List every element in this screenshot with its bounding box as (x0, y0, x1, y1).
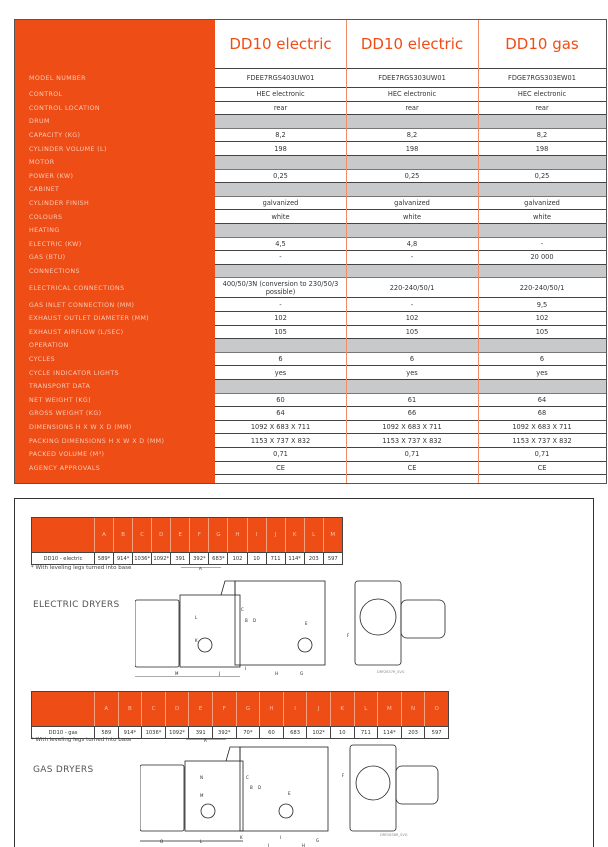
dimension-label: H (275, 671, 279, 676)
spec-row (15, 298, 606, 312)
dimension-label: I (245, 666, 247, 671)
row-value: 0,25 (346, 170, 478, 184)
spec-row (15, 312, 606, 326)
row-value: 105 (215, 326, 346, 340)
row-value: 4,5 (215, 238, 346, 252)
row-value (478, 115, 606, 129)
row-label: GAS INLET CONNECTION (MM) (29, 301, 135, 309)
gas-footnote: * With leveling legs turned into base (31, 737, 132, 743)
row-value (215, 183, 346, 197)
dimension-label: J (268, 843, 270, 847)
row-label: EXHAUST OUTLET DIAMETER (MM) (29, 315, 150, 323)
row-value (346, 156, 478, 170)
electric-vent-shape (298, 638, 312, 652)
electric-rear-shape (235, 581, 325, 665)
dimension-header: K (285, 518, 304, 552)
electric-section-title: ELECTRIC DRYERS (33, 600, 120, 610)
row-value: - (346, 251, 478, 265)
dimension-value: 914* (113, 553, 132, 564)
row-label: DRUM (29, 118, 50, 126)
dimension-value: 203 (304, 553, 323, 564)
row-value: yes (215, 366, 346, 380)
dimension-header: C (132, 518, 151, 552)
row-value (346, 183, 478, 197)
row-value: 9,5 (478, 298, 606, 312)
section-row (15, 224, 606, 238)
dimension-value: 392* (189, 553, 208, 564)
spec-row (15, 251, 606, 265)
row-value: 8,2 (346, 129, 478, 143)
spec-row (15, 278, 606, 298)
row-value: 1092 X 683 X 711 (346, 421, 478, 435)
row-value (346, 115, 478, 129)
row-value: 198 (215, 142, 346, 156)
dimension-value: 711 (354, 727, 378, 738)
dimension-label: E (305, 621, 308, 626)
gas-open-door-shape (396, 766, 438, 804)
row-value: FDEE7RGS303UW01 (346, 69, 478, 88)
spec-row (15, 353, 606, 367)
spec-row (15, 129, 606, 143)
dimension-header (32, 518, 94, 552)
row-value (478, 156, 606, 170)
row-label: CYCLES (29, 356, 56, 364)
dimension-model: DD10 - gas (48, 729, 78, 736)
row-value: 220-240/50/1 (478, 278, 606, 298)
row-value: white (346, 210, 478, 224)
spec-row (15, 407, 606, 421)
dimension-value: 203 (401, 727, 425, 738)
row-value (478, 183, 606, 197)
spec-table (14, 19, 607, 484)
row-value: yes (478, 366, 606, 380)
row-value: - (215, 251, 346, 265)
gas-vent-shape (279, 804, 293, 818)
dimension-value: 1092* (165, 727, 189, 738)
dimension-label: A (204, 739, 207, 743)
row-label: ELECTRIC (KW) (29, 240, 82, 248)
gas-side-shape (185, 761, 243, 831)
row-label: CABINET (29, 186, 60, 194)
row-value: CE (346, 462, 478, 476)
row-value: 4,8 (346, 238, 478, 252)
row-value: 400/50/3N (conversion to 230/50/3 possible) (215, 278, 346, 298)
dimension-label: F (342, 773, 345, 778)
row-label: PACKING DIMENSIONS H X W X D (MM) (29, 437, 165, 445)
dimension-value: 711 (266, 553, 285, 564)
dimension-value: 1036* (132, 553, 151, 564)
row-value: 0,25 (215, 170, 346, 184)
spec-row (15, 210, 606, 224)
row-value (215, 380, 346, 394)
dimension-label: H (302, 843, 306, 847)
dimension-value: 102 (227, 553, 246, 564)
row-value (346, 265, 478, 279)
row-label: POWER (KW) (29, 172, 74, 180)
row-value: white (215, 210, 346, 224)
dimension-label: C (241, 607, 244, 612)
dimension-value: 683 (283, 727, 307, 738)
row-value: 1092 X 683 X 711 (215, 421, 346, 435)
dimension-header: F (189, 518, 208, 552)
dimension-header-row (32, 518, 342, 552)
dimension-value: 914* (118, 727, 142, 738)
row-label: CAPACITY (KG) (29, 132, 81, 140)
dimension-value: 597 (323, 553, 342, 564)
row-value: 61 (346, 394, 478, 408)
section-row (15, 156, 606, 170)
spec-row (15, 394, 606, 408)
gas-control-shape (226, 747, 240, 761)
dimension-value: 391 (188, 727, 212, 738)
spec-row (15, 69, 606, 88)
dimension-header: D (165, 692, 189, 726)
row-label: EXHAUST AIRFLOW (L/SEC) (29, 328, 124, 336)
row-value: 102 (215, 312, 346, 326)
dimension-value: 597 (424, 727, 448, 738)
spec-row (15, 102, 606, 116)
dimension-header: M (377, 692, 401, 726)
spec-row (15, 448, 606, 462)
gas-dimensions-table (31, 691, 449, 739)
column-divider (478, 20, 479, 483)
dimension-label: G (300, 671, 304, 676)
dimension-value: 70* (236, 727, 260, 738)
dimension-label: K (195, 638, 198, 643)
row-label: GROSS WEIGHT (KG) (29, 410, 102, 418)
spec-row (15, 170, 606, 184)
row-label: CONTROL LOCATION (29, 104, 100, 112)
row-label: DIMENSIONS H X W X D (MM) (29, 424, 132, 432)
dimension-label: F (347, 633, 350, 638)
row-value: 220-240/50/1 (346, 278, 478, 298)
row-value: FDEE7RGS403UW01 (215, 69, 346, 88)
dimension-label: L (200, 839, 203, 844)
dimension-label: N (200, 775, 203, 780)
gas-dryer-diagram (140, 739, 460, 847)
row-label: AGENCY APPROVALS (29, 464, 101, 472)
row-value: 0,71 (478, 448, 606, 462)
dimension-header (32, 692, 94, 726)
row-label: CYCLE INDICATOR LIGHTS (29, 369, 119, 377)
row-value (346, 380, 478, 394)
gas-section-title: GAS DRYERS (33, 765, 94, 775)
row-value: HEC electronic (215, 88, 346, 102)
row-value: - (478, 238, 606, 252)
row-value: 1092 X 683 X 711 (478, 421, 606, 435)
electric-dryer-diagram (135, 567, 465, 677)
dimension-header: K (330, 692, 354, 726)
section-row (15, 115, 606, 129)
row-value (215, 115, 346, 129)
row-value: 198 (478, 142, 606, 156)
row-value (215, 339, 346, 353)
row-value: 105 (478, 326, 606, 340)
row-value (215, 265, 346, 279)
electric-drum-shape (360, 599, 396, 635)
column-header: DD10 gas (505, 35, 579, 53)
row-value: 1153 X 737 X 832 (346, 434, 478, 448)
dimension-header: I (247, 518, 266, 552)
row-value: 64 (215, 407, 346, 421)
dimension-header: G (236, 692, 260, 726)
electric-footnote: * With leveling legs turned into base (31, 565, 132, 571)
row-value: 102 (478, 312, 606, 326)
dimension-value: 589 (94, 727, 118, 738)
row-label: CONTROL (29, 91, 63, 99)
section-row (15, 380, 606, 394)
row-label: TRANSPORT DATA (29, 383, 91, 391)
row-label: ELECTRICAL CONNECTIONS (29, 284, 125, 292)
row-label: COLOURS (29, 213, 63, 221)
column-divider (346, 20, 347, 483)
dimension-header: L (354, 692, 378, 726)
spec-row (15, 88, 606, 102)
row-label: CONNECTIONS (29, 268, 80, 276)
dimension-value: 102* (306, 727, 330, 738)
dimension-label: G (316, 838, 320, 843)
row-value: - (215, 298, 346, 312)
dimension-header: F (212, 692, 236, 726)
row-label: PACKED VOLUME (M³) (29, 451, 105, 459)
spec-row (15, 421, 606, 435)
section-row (15, 265, 606, 279)
electric-door-shape (135, 600, 179, 667)
row-value: 102 (346, 312, 478, 326)
row-label: CYLINDER VOLUME (L) (29, 145, 107, 153)
dimensions-panel (14, 498, 594, 847)
electric-side-shape (180, 595, 240, 667)
dimension-header: E (170, 518, 189, 552)
gas-drum-shape (356, 766, 390, 800)
column-header: DD10 electric (360, 35, 464, 53)
dimension-header: G (208, 518, 227, 552)
row-value (215, 156, 346, 170)
row-value: 8,2 (478, 129, 606, 143)
row-label: MOTOR (29, 159, 55, 167)
dimension-value: 114* (285, 553, 304, 564)
row-value: 1153 X 737 X 832 (478, 434, 606, 448)
row-value: 6 (215, 353, 346, 367)
dimension-value: 589* (94, 553, 113, 564)
row-label: OPERATION (29, 342, 69, 350)
row-value: 64 (478, 394, 606, 408)
row-value: 105 (346, 326, 478, 340)
row-label: HEATING (29, 227, 60, 235)
dimension-header: O (424, 692, 448, 726)
dimension-header: J (266, 518, 285, 552)
row-value: 6 (346, 353, 478, 367)
dimension-label: C (246, 775, 249, 780)
row-value: rear (346, 102, 478, 116)
gas-exhaust-shape (201, 804, 215, 818)
dimension-header: E (188, 692, 212, 726)
row-value: HEC electronic (346, 88, 478, 102)
dimension-value: 114* (377, 727, 401, 738)
gas-drawing-ref: DRY2638R_SVG (380, 833, 408, 837)
dimension-label: B (245, 618, 248, 623)
dimension-label: O (160, 839, 164, 844)
spec-row (15, 142, 606, 156)
row-value: 0,25 (478, 170, 606, 184)
dimension-value: 1036* (141, 727, 165, 738)
row-value: CE (215, 462, 346, 476)
dimension-header: B (118, 692, 142, 726)
row-value: - (346, 298, 478, 312)
row-value: galvanized (346, 197, 478, 211)
row-value: 0,71 (346, 448, 478, 462)
row-value: white (478, 210, 606, 224)
row-value (215, 224, 346, 238)
electric-dimensions-table (31, 517, 343, 565)
dimension-label: D (258, 785, 262, 790)
spec-row (15, 326, 606, 340)
dimension-label: A (199, 567, 202, 571)
dimension-header: A (94, 518, 113, 552)
row-label: NET WEIGHT (KG) (29, 396, 91, 404)
dimension-header: J (306, 692, 330, 726)
spec-row (15, 197, 606, 211)
spec-row (15, 462, 606, 476)
dimension-value-row (32, 552, 342, 564)
electric-exhaust-shape (198, 638, 212, 652)
column-header: DD10 electric (229, 35, 332, 53)
dimension-label: E (288, 791, 291, 796)
dimension-label: K (240, 835, 243, 840)
dimension-header: M (323, 518, 342, 552)
row-value: FDGE7RGS303EW01 (478, 69, 606, 88)
dimension-label: J (219, 671, 221, 676)
row-value (346, 339, 478, 353)
row-value: 20 000 (478, 251, 606, 265)
row-value: galvanized (215, 197, 346, 211)
dimension-header: C (141, 692, 165, 726)
row-value: 1153 X 737 X 832 (215, 434, 346, 448)
row-value (346, 224, 478, 238)
dimension-label: M (175, 671, 179, 676)
dimension-label: M (200, 793, 204, 798)
dimension-header: B (113, 518, 132, 552)
dimension-value: 60 (259, 727, 283, 738)
row-value: yes (346, 366, 478, 380)
row-value: CE (478, 462, 606, 476)
row-value: rear (478, 102, 606, 116)
electric-open-door-shape (401, 600, 445, 638)
spec-row (15, 434, 606, 448)
row-label: CYLINDER FINISH (29, 200, 90, 208)
dimension-value: 10 (330, 727, 354, 738)
row-value: 6 (478, 353, 606, 367)
dimension-value: 1092* (151, 553, 170, 564)
electric-front-shape (355, 581, 401, 665)
dimension-value: 391 (170, 553, 189, 564)
dimension-value: 683* (208, 553, 227, 564)
row-value (478, 224, 606, 238)
dimension-header: I (283, 692, 307, 726)
dimension-header: A (94, 692, 118, 726)
dimension-header: H (259, 692, 283, 726)
dimension-label: B (250, 785, 253, 790)
dimension-value: 392* (212, 727, 236, 738)
electric-control-shape (221, 581, 235, 595)
dimension-header: L (304, 518, 323, 552)
row-value (478, 265, 606, 279)
dimension-model: DD10 - electric (43, 555, 83, 562)
spec-row (15, 366, 606, 380)
electric-drawing-ref: DRY2637R_SVG (377, 670, 405, 674)
dimension-value: 10 (247, 553, 266, 564)
row-value: 66 (346, 407, 478, 421)
row-value: HEC electronic (478, 88, 606, 102)
row-value (478, 380, 606, 394)
section-row (15, 183, 606, 197)
row-value: rear (215, 102, 346, 116)
row-label: GAS (BTU) (29, 254, 66, 262)
row-value: galvanized (478, 197, 606, 211)
gas-rear-shape (240, 747, 328, 831)
row-value (478, 339, 606, 353)
dimension-label: L (195, 615, 198, 620)
dimension-label: I (280, 835, 282, 840)
row-value: 198 (346, 142, 478, 156)
spec-row (15, 238, 606, 252)
dimension-header: H (227, 518, 246, 552)
dimension-label: D (253, 618, 257, 623)
row-label: MODEL NUMBER (29, 75, 86, 82)
gas-door-shape (140, 765, 184, 831)
dimension-header: D (151, 518, 170, 552)
row-value: 8,2 (215, 129, 346, 143)
dimension-header-row (32, 692, 448, 726)
row-value: 0,71 (215, 448, 346, 462)
section-row (15, 339, 606, 353)
row-value: 60 (215, 394, 346, 408)
row-value: 68 (478, 407, 606, 421)
dimension-header: N (401, 692, 425, 726)
